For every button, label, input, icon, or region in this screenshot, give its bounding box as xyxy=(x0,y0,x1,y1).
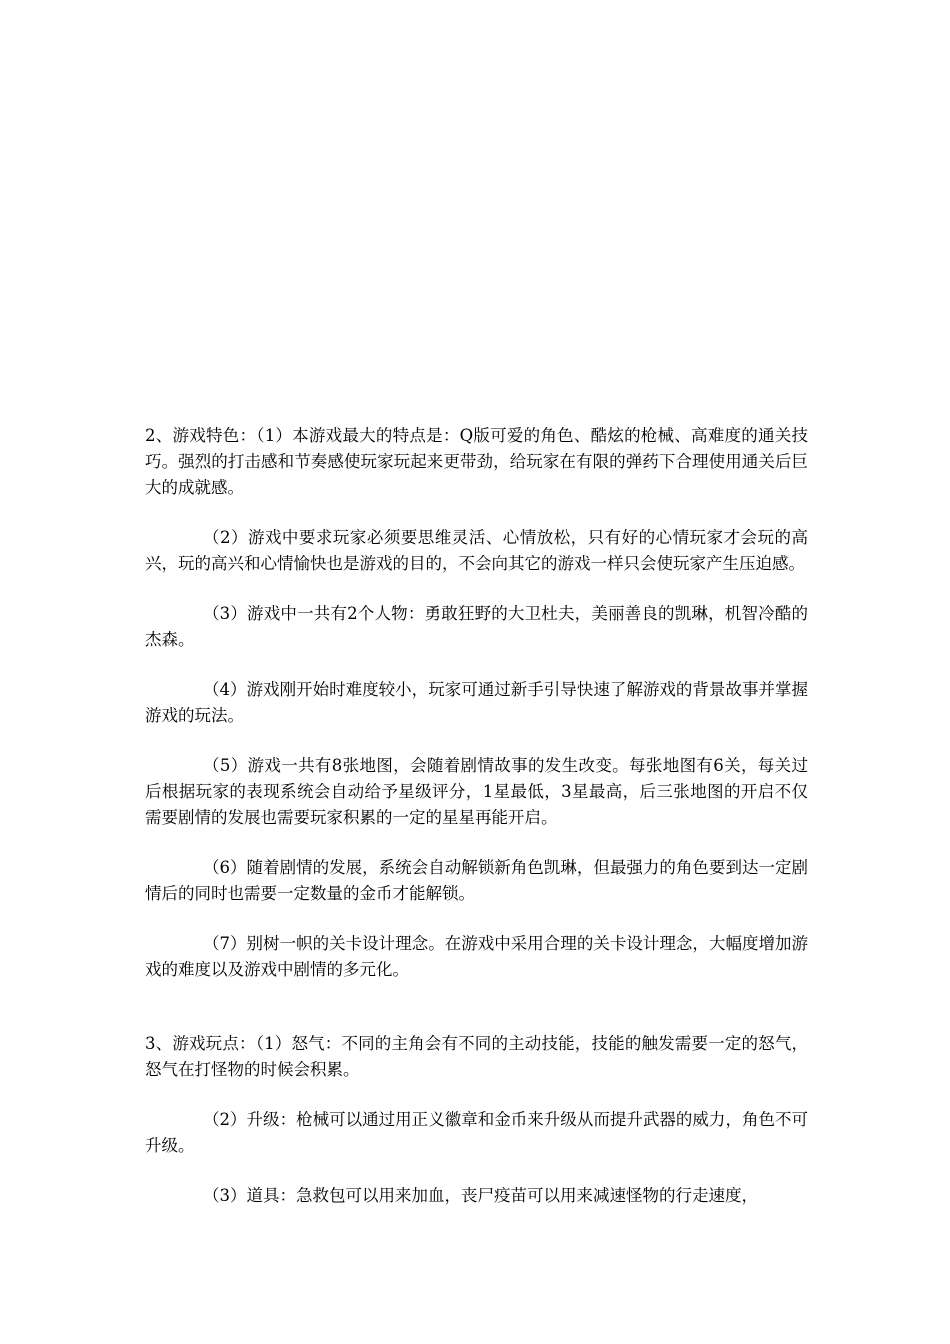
feature-item-2: （2）游戏中要求玩家必须要思维灵活、心情放松，只有好的心情玩家才会玩的高兴，玩的高兴和心情愉快也是游戏的目的，不会向其它的游戏一样只会使玩家产生压迫感。 xyxy=(145,528,808,573)
section2-heading: 2、游戏特色： xyxy=(145,426,257,445)
feature-item-1: （1）本游戏最大的特点是：Q版可爱的角色、酷炫的枪械、高难度的通关技巧。强烈的打击感和节奏感使玩家玩起来更带劲，给玩家在有限的弹药下合理使用通关后巨大的成就感。 xyxy=(145,426,808,497)
feature-item-5: （5）游戏一共有8张地图，会随着剧情故事的发生改变。每张地图有6关，每关过后根据玩家的表现系统会自动给予星级评分，1星最低，3星最高，后三张地图的开启不仅需要剧情的发展也需要玩家积累的一定的星星再能开启。 xyxy=(145,756,808,827)
section-spacer xyxy=(145,1007,808,1031)
section2-feature-1 xyxy=(145,423,808,501)
feature-item-4: （4）游戏刚开始时难度较小，玩家可通过新手引导快速了解游戏的背景故事并掌握游戏的玩法。 xyxy=(145,680,808,725)
point-item-3: （3）道具：急救包可以用来加血，丧尸疫苗可以用来减速怪物的行走速度， xyxy=(203,1186,758,1205)
feature-item-6: （6）随着剧情的发展，系统会自动解锁新角色凯琳，但最强力的角色要到达一定剧情后的同时也需要一定数量的金币才能解锁。 xyxy=(145,858,808,903)
point-item-1: （1）怒气：不同的主角会有不同的主动技能，技能的触发需要一定的怒气，怒气在打怪物的时候会积累。 xyxy=(145,1034,809,1079)
document-body xyxy=(145,423,808,1233)
feature-item-3: （3）游戏中一共有2个人物：勇敢狂野的大卫杜夫，美丽善良的凯琳，机智冷酷的杰森。 xyxy=(145,604,808,649)
section3-point-1 xyxy=(145,1031,808,1083)
feature-item-7: （7）别树一帜的关卡设计理念。在游戏中采用合理的关卡设计理念，大幅度增加游戏的难度以及游戏中剧情的多元化。 xyxy=(145,934,808,979)
point-item-2: （2）升级：枪械可以通过用正义徽章和金币来升级从而提升武器的威力，角色不可升级。 xyxy=(145,1110,808,1155)
section3-heading: 3、游戏玩点： xyxy=(145,1034,256,1053)
